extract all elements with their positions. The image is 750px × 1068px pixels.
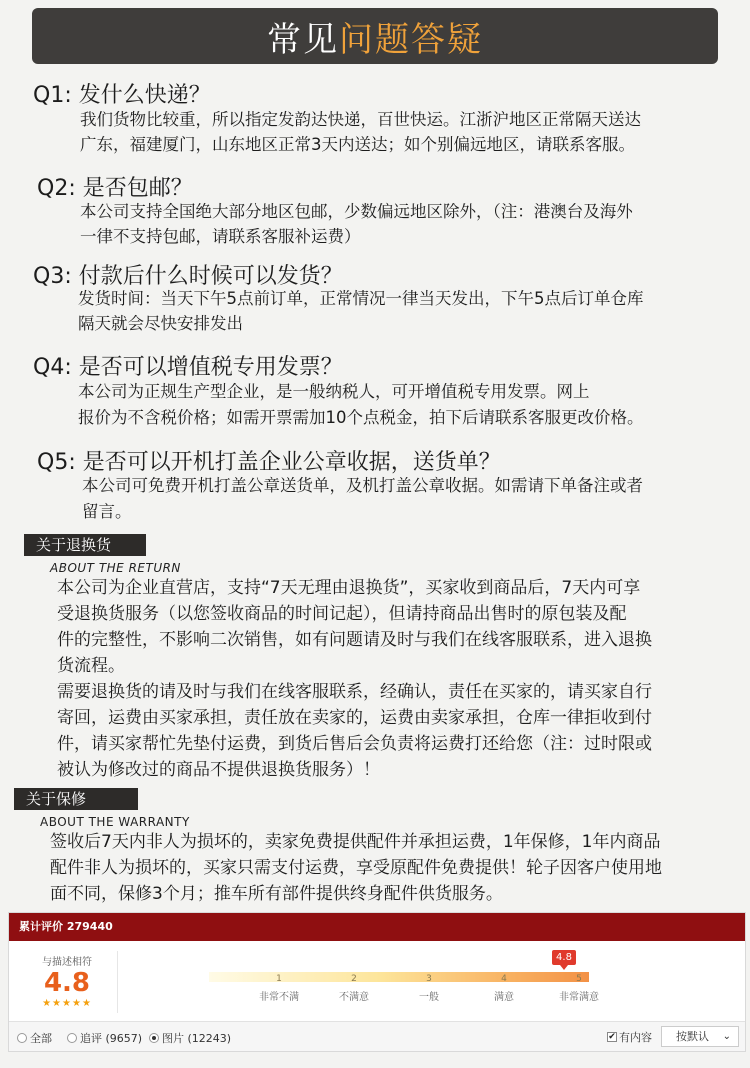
returns-subtitle: ABOUT THE RETURN: [50, 561, 181, 575]
score-marker-pointer-icon: [560, 965, 568, 970]
faq-question-2: Q2: 是否包邮？: [37, 176, 193, 201]
scale-label-4: 满意: [494, 992, 514, 1003]
returns-line-4: 货流程。: [57, 656, 125, 676]
returns-line-7: 件，请买家帮忙先垫付运费，到货后售后会负责将运费打还给您（注：过时限或: [57, 734, 652, 754]
review-header: [9, 913, 745, 941]
filter-all[interactable]: [17, 1030, 52, 1046]
faq-answer-4-line-2: 报价为不含税价格；如需开票需加10个点税金，拍下后请联系客服更改价格。: [78, 408, 644, 427]
review-header-label: 累计评价: [19, 920, 63, 933]
filter-images-label: 图片 (12243): [162, 1032, 232, 1045]
faq-question-1: Q1: 发什么快递？: [33, 83, 211, 108]
banner-title-white: 常见: [267, 19, 339, 60]
sort-label: 按默认: [676, 1030, 709, 1043]
star-rating-icon: ★★★★★: [42, 998, 92, 1009]
faq-answer-1-line-1: 我们货物比较重，所以指定发韵达快递，百世快运。江浙沪地区正常隔天送达: [80, 110, 641, 129]
filter-all-label: 全部: [30, 1032, 52, 1045]
filter-images[interactable]: [149, 1030, 231, 1046]
warranty-line-2: 配件非人为损坏的，买家只需支付运费，享受原配件免费提供！轮子因客户使用地: [50, 858, 662, 878]
scale-tick-2: 2: [351, 974, 357, 984]
faq-answer-2-line-2: 一律不支持包邮，请联系客服补运费）: [80, 227, 361, 246]
review-panel: [8, 912, 746, 1052]
warranty-line-3: 面不同，保修3个月；推车所有部件提供终身配件供货服务。: [50, 884, 503, 904]
warranty-tag: 关于保修: [14, 788, 138, 810]
has-content-checkbox[interactable]: [607, 1029, 652, 1045]
scale-tick-5: 5: [576, 974, 582, 984]
scale-label-1: 非常不满: [259, 992, 299, 1003]
faq-answer-4-line-1: 本公司为正规生产型企业，是一般纳税人，可开增值税专用发票。网上: [78, 382, 590, 401]
warranty-paragraph: [50, 829, 662, 907]
returns-line-6: 寄回，运费由买家承担，责任放在卖家的，运费由卖家承担，仓库一律拒收到付: [57, 708, 652, 728]
returns-line-1: 本公司为企业直营店，支持“7天无理由退换货”，买家收到商品后，7天内可享: [57, 578, 641, 598]
has-content-label: 有内容: [619, 1031, 652, 1044]
returns-line-8: 被认为修改过的商品不提供退换货服务）！: [57, 760, 380, 780]
faq-answer-5-line-2: 留言。: [82, 502, 132, 521]
review-filter-bar: [9, 1021, 745, 1051]
radio-followup-icon[interactable]: [67, 1033, 77, 1043]
scale-tick-1: 1: [276, 974, 282, 984]
faq-answer-3-line-2: 隔天就会尽快安排发出: [78, 314, 243, 333]
checkbox-icon[interactable]: ✔: [608, 1032, 616, 1042]
chevron-down-icon: ⌄: [722, 1031, 731, 1042]
score-marker: 4.8: [552, 950, 576, 965]
returns-tag: 关于退换货: [24, 534, 146, 556]
returns-paragraph: [57, 575, 652, 783]
radio-images-icon[interactable]: [149, 1033, 159, 1043]
review-header-count: 279440: [66, 920, 113, 933]
warranty-line-1: 签收后7天内非人为损坏的，卖家免费提供配件并承担运费，1年保修，1年内商品: [50, 832, 661, 852]
scale-label-3: 一般: [419, 992, 439, 1003]
faq-answer-1-line-2: 广东，福建厦门，山东地区正常3天内送达；如个别偏远地区，请联系客服。: [80, 135, 635, 154]
returns-line-2: 受退换货服务（以您签收商品的时间记起），但请持商品出售时的原包装及配: [57, 604, 627, 624]
score-box: [27, 953, 107, 1009]
faq-answer-2-line-1: 本公司支持全国绝大部分地区包邮，少数偏远地区除外，（注：港澳台及海外: [80, 202, 633, 221]
scale-tick-3: 3: [426, 974, 432, 984]
filter-followup-label: 追评 (9657): [80, 1032, 143, 1045]
faq-question-3: Q3: 付款后什么时候可以发货？: [33, 264, 343, 289]
faq-question-4: Q4: 是否可以增值税专用发票？: [33, 355, 343, 380]
faq-banner: [32, 8, 718, 64]
faq-answer-3-line-1: 发货时间：当天下午5点前订单，正常情况一律当天发出，下午5点后订单仓库: [78, 289, 644, 308]
returns-line-3: 件的完整性，不影响二次销售，如有问题请及时与我们在线客服联系，进入退换: [57, 630, 652, 650]
scale-label-2: 不满意: [339, 992, 369, 1003]
sort-dropdown[interactable]: [661, 1026, 739, 1047]
faq-answer-5-line-1: 本公司可免费开机打盖公章送货单，及机打盖公章收据。如需请下单备注或者: [82, 476, 643, 495]
divider: [117, 951, 118, 1013]
returns-line-5: 需要退换货的请及时与我们在线客服联系，经确认，责任在买家的，请买家自行: [57, 682, 652, 702]
warranty-subtitle: ABOUT THE WARRANTY: [40, 815, 190, 829]
scale-label-5: 非常满意: [559, 992, 599, 1003]
faq-question-5: Q5: 是否可以开机打盖企业公章收据，送货单？: [37, 450, 501, 475]
scale-tick-4: 4: [501, 974, 507, 984]
score-label: 与描述相符: [42, 957, 92, 968]
radio-all-icon[interactable]: [17, 1033, 27, 1043]
rating-scale-bar: [209, 972, 589, 982]
banner-title-orange: 问题答疑: [339, 19, 483, 60]
score-value: 4.8: [43, 968, 91, 998]
filter-followup[interactable]: [67, 1030, 142, 1046]
